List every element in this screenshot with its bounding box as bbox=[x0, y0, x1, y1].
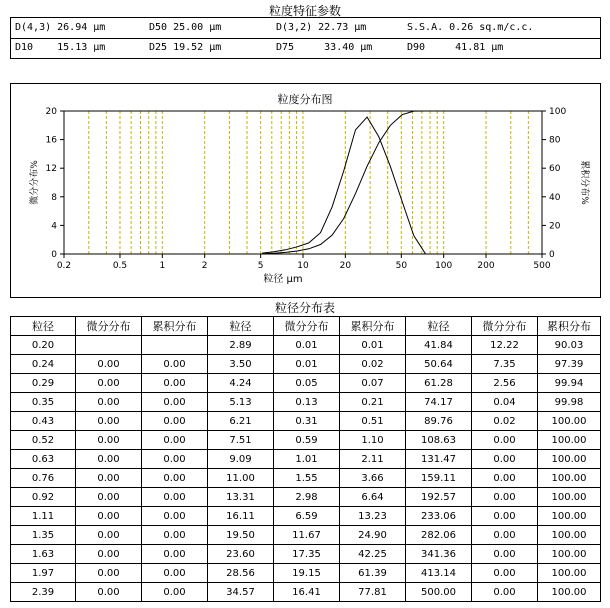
table-cell: 6.59 bbox=[274, 507, 340, 526]
table-cell: 41.84 bbox=[406, 336, 472, 355]
table-cell: 233.06 bbox=[406, 507, 472, 526]
table-cell: 11.00 bbox=[208, 469, 274, 488]
table-cell bbox=[142, 336, 208, 355]
table-cell: 7.51 bbox=[208, 431, 274, 450]
table-cell: 0.00 bbox=[472, 583, 538, 602]
x-tick-label: 0.2 bbox=[56, 261, 72, 271]
table-cell: 12.22 bbox=[472, 336, 538, 355]
table-cell: 11.67 bbox=[274, 526, 340, 545]
table-cell: 61.39 bbox=[340, 564, 406, 583]
x-tick-label: 500 bbox=[533, 261, 551, 271]
x-tick-label: 200 bbox=[477, 261, 495, 271]
table-cell: 0.00 bbox=[76, 545, 142, 564]
table-cell: 0.00 bbox=[76, 412, 142, 431]
table-cell: 0.00 bbox=[142, 507, 208, 526]
table-cell: 500.00 bbox=[406, 583, 472, 602]
table-cell: 0.00 bbox=[76, 374, 142, 393]
table-cell: 100.00 bbox=[538, 526, 601, 545]
table-cell: 0.00 bbox=[472, 526, 538, 545]
x-tick-label: 50 bbox=[395, 261, 408, 271]
x-tick-label: 100 bbox=[435, 261, 453, 271]
table-cell: 131.47 bbox=[406, 450, 472, 469]
table-cell: 0.00 bbox=[142, 393, 208, 412]
column-header: 微分分布 bbox=[76, 317, 142, 336]
column-header: 累积分布 bbox=[142, 317, 208, 336]
y-right-tick-label: 40 bbox=[549, 192, 561, 203]
table-cell: 0.59 bbox=[274, 431, 340, 450]
table-cell: 16.11 bbox=[208, 507, 274, 526]
table-cell: 0.00 bbox=[76, 393, 142, 412]
column-header: 累积分布 bbox=[340, 317, 406, 336]
table-cell: 89.76 bbox=[406, 412, 472, 431]
stats-row-1 bbox=[11, 18, 600, 39]
y-left-tick-label: 8 bbox=[51, 192, 57, 203]
table-cell: 0.00 bbox=[76, 355, 142, 374]
table-cell: 99.98 bbox=[538, 393, 601, 412]
table-cell: 0.00 bbox=[76, 526, 142, 545]
table-header-row bbox=[11, 317, 601, 336]
column-header: 微分分布 bbox=[274, 317, 340, 336]
stat-d43: D(4,3) 26.94 μm bbox=[15, 22, 106, 33]
y-left-tick-label: 0 bbox=[51, 250, 57, 260]
table-cell: 2.56 bbox=[472, 374, 538, 393]
table-row bbox=[11, 412, 601, 431]
table-cell: 0.00 bbox=[142, 469, 208, 488]
table-cell: 0.31 bbox=[274, 412, 340, 431]
table-cell: 413.14 bbox=[406, 564, 472, 583]
table-cell: 0.01 bbox=[274, 355, 340, 374]
table-cell: 2.11 bbox=[340, 450, 406, 469]
table-cell: 2.98 bbox=[274, 488, 340, 507]
column-header: 粒径 bbox=[11, 317, 76, 336]
cumulative-series-line bbox=[262, 111, 437, 254]
table-cell: 0.00 bbox=[76, 488, 142, 507]
distribution-chart bbox=[11, 84, 600, 297]
table-cell: 0.00 bbox=[76, 431, 142, 450]
table-row bbox=[11, 488, 601, 507]
y-left-tick-label: 16 bbox=[45, 135, 57, 146]
table-cell: 0.00 bbox=[472, 450, 538, 469]
table-cell: 17.35 bbox=[274, 545, 340, 564]
table-cell: 1.55 bbox=[274, 469, 340, 488]
table-cell: 3.66 bbox=[340, 469, 406, 488]
table-cell: 0.00 bbox=[76, 450, 142, 469]
table-cell: 0.00 bbox=[472, 488, 538, 507]
x-tick-label: 20 bbox=[339, 261, 352, 271]
table-row bbox=[11, 450, 601, 469]
table-cell: 100.00 bbox=[538, 431, 601, 450]
y-right-tick-label: 0 bbox=[549, 250, 555, 260]
stat-d25: D25 19.52 μm bbox=[149, 42, 222, 53]
table-cell: 3.50 bbox=[208, 355, 274, 374]
x-tick-label: 2 bbox=[201, 261, 208, 271]
table-cell: 108.63 bbox=[406, 431, 472, 450]
table-row bbox=[11, 507, 601, 526]
table-row bbox=[11, 583, 601, 602]
table-cell: 0.00 bbox=[472, 507, 538, 526]
table-cell: 1.63 bbox=[11, 545, 76, 564]
table-cell: 13.23 bbox=[340, 507, 406, 526]
table-cell: 50.64 bbox=[406, 355, 472, 374]
table-cell: 1.10 bbox=[340, 431, 406, 450]
table-cell: 23.60 bbox=[208, 545, 274, 564]
y-right-tick-label: 100 bbox=[549, 107, 567, 117]
y-right-tick-label: 20 bbox=[549, 221, 561, 232]
x-tick-label: 10 bbox=[297, 261, 309, 271]
table-cell: 16.41 bbox=[274, 583, 340, 602]
table-cell: 19.15 bbox=[274, 564, 340, 583]
x-tick-label: 1 bbox=[159, 261, 166, 271]
table-cell: 24.90 bbox=[340, 526, 406, 545]
table-row bbox=[11, 545, 601, 564]
table-cell: 100.00 bbox=[538, 450, 601, 469]
table-cell: 0.01 bbox=[340, 336, 406, 355]
table-cell: 42.25 bbox=[340, 545, 406, 564]
table-cell: 0.00 bbox=[472, 564, 538, 583]
stat-d75: D75 33.40 μm bbox=[276, 42, 373, 53]
y-right-tick-label: 60 bbox=[549, 164, 561, 175]
table-cell: 0.24 bbox=[11, 355, 76, 374]
table-cell: 74.17 bbox=[406, 393, 472, 412]
table-cell: 100.00 bbox=[538, 507, 601, 526]
table-row bbox=[11, 336, 601, 355]
y-right-tick-label: 80 bbox=[549, 135, 561, 146]
table-cell: 6.64 bbox=[340, 488, 406, 507]
table-cell: 13.31 bbox=[208, 488, 274, 507]
table-cell: 9.09 bbox=[208, 450, 274, 469]
y-left-tick-label: 4 bbox=[51, 221, 57, 232]
stat-d32: D(3,2) 22.73 μm bbox=[276, 22, 367, 33]
table-cell: 0.00 bbox=[472, 469, 538, 488]
table-cell: 100.00 bbox=[538, 412, 601, 431]
table-cell: 159.11 bbox=[406, 469, 472, 488]
table-cell: 0.00 bbox=[76, 564, 142, 583]
column-header: 粒径 bbox=[208, 317, 274, 336]
table-row bbox=[11, 564, 601, 583]
table-cell: 1.97 bbox=[11, 564, 76, 583]
stats-section-title: 粒度特征参数 bbox=[268, 4, 341, 18]
table-cell: 0.04 bbox=[472, 393, 538, 412]
table-cell: 0.00 bbox=[142, 355, 208, 374]
table-cell: 0.00 bbox=[76, 507, 142, 526]
table-cell: 0.00 bbox=[76, 469, 142, 488]
y-left-tick-label: 12 bbox=[45, 164, 57, 175]
table-cell: 0.76 bbox=[11, 469, 76, 488]
table-cell: 77.81 bbox=[340, 583, 406, 602]
table-cell: 0.01 bbox=[274, 336, 340, 355]
table-cell: 0.00 bbox=[76, 583, 142, 602]
table-cell: 100.00 bbox=[538, 488, 601, 507]
stat-d50: D50 25.00 μm bbox=[149, 22, 222, 33]
table-cell: 6.21 bbox=[208, 412, 274, 431]
table-cell: 1.01 bbox=[274, 450, 340, 469]
table-cell: 100.00 bbox=[538, 469, 601, 488]
chart-panel bbox=[10, 83, 601, 298]
table-cell: 0.20 bbox=[11, 336, 76, 355]
table-cell: 0.00 bbox=[142, 412, 208, 431]
table-cell: 0.00 bbox=[142, 583, 208, 602]
stats-panel bbox=[10, 17, 601, 59]
table-cell: 0.00 bbox=[142, 374, 208, 393]
table-cell: 4.24 bbox=[208, 374, 274, 393]
table-cell: 0.00 bbox=[142, 526, 208, 545]
table-cell: 28.56 bbox=[208, 564, 274, 583]
y-right-axis-label: 累积分布% bbox=[579, 160, 589, 205]
table-cell: 2.39 bbox=[11, 583, 76, 602]
stat-d90: D90 41.81 μm bbox=[407, 42, 504, 53]
table-cell: 0.00 bbox=[472, 431, 538, 450]
table-cell bbox=[76, 336, 142, 355]
y-left-axis-label: 微分分布% bbox=[30, 160, 40, 205]
table-row bbox=[11, 393, 601, 412]
table-cell: 0.35 bbox=[11, 393, 76, 412]
table-cell: 0.52 bbox=[11, 431, 76, 450]
table-cell: 192.57 bbox=[406, 488, 472, 507]
table-cell: 0.51 bbox=[340, 412, 406, 431]
table-cell: 61.28 bbox=[406, 374, 472, 393]
table-title: 粒径分布表 bbox=[274, 301, 335, 315]
table-cell: 5.13 bbox=[208, 393, 274, 412]
x-tick-label: 0.5 bbox=[112, 261, 128, 271]
table-cell: 2.89 bbox=[208, 336, 274, 355]
table-cell: 34.57 bbox=[208, 583, 274, 602]
stat-d10: D10 15.13 μm bbox=[15, 42, 106, 53]
table-cell: 282.06 bbox=[406, 526, 472, 545]
table-cell: 0.00 bbox=[142, 431, 208, 450]
table-cell: 0.05 bbox=[274, 374, 340, 393]
table-row bbox=[11, 374, 601, 393]
table-cell: 0.29 bbox=[11, 374, 76, 393]
stat-ssa: S.S.A. 0.26 sq.m/c.c. bbox=[407, 22, 534, 33]
table-cell: 1.35 bbox=[11, 526, 76, 545]
table-cell: 100.00 bbox=[538, 583, 601, 602]
table-cell: 0.07 bbox=[340, 374, 406, 393]
y-left-tick-label: 20 bbox=[45, 107, 57, 117]
table-cell: 100.00 bbox=[538, 545, 601, 564]
table-row bbox=[11, 355, 601, 374]
table-cell: 90.03 bbox=[538, 336, 601, 355]
chart-title: 粒度分布图 bbox=[277, 93, 333, 106]
table-cell: 100.00 bbox=[538, 564, 601, 583]
column-header: 累积分布 bbox=[538, 317, 601, 336]
table-cell: 0.63 bbox=[11, 450, 76, 469]
x-tick-label: 5 bbox=[257, 261, 264, 271]
stats-row-2 bbox=[11, 38, 600, 58]
table-cell: 0.00 bbox=[142, 564, 208, 583]
column-header: 微分分布 bbox=[472, 317, 538, 336]
table-cell: 0.00 bbox=[472, 545, 538, 564]
table-cell: 0.02 bbox=[340, 355, 406, 374]
table-cell: 0.13 bbox=[274, 393, 340, 412]
table-cell: 19.50 bbox=[208, 526, 274, 545]
distribution-table bbox=[10, 316, 601, 602]
table-cell: 0.02 bbox=[472, 412, 538, 431]
column-header: 粒径 bbox=[406, 317, 472, 336]
table-cell: 7.35 bbox=[472, 355, 538, 374]
table-cell: 0.00 bbox=[142, 545, 208, 564]
table-cell: 0.43 bbox=[11, 412, 76, 431]
x-axis-label: 粒径 μm bbox=[263, 274, 303, 285]
table-cell: 99.94 bbox=[538, 374, 601, 393]
table-row bbox=[11, 469, 601, 488]
table-cell: 341.36 bbox=[406, 545, 472, 564]
table-cell: 97.39 bbox=[538, 355, 601, 374]
table-cell: 1.11 bbox=[11, 507, 76, 526]
table-cell: 0.00 bbox=[142, 450, 208, 469]
table-row bbox=[11, 526, 601, 545]
table-cell: 0.00 bbox=[142, 488, 208, 507]
table-row bbox=[11, 431, 601, 450]
table-cell: 0.21 bbox=[340, 393, 406, 412]
table-cell: 0.92 bbox=[11, 488, 76, 507]
